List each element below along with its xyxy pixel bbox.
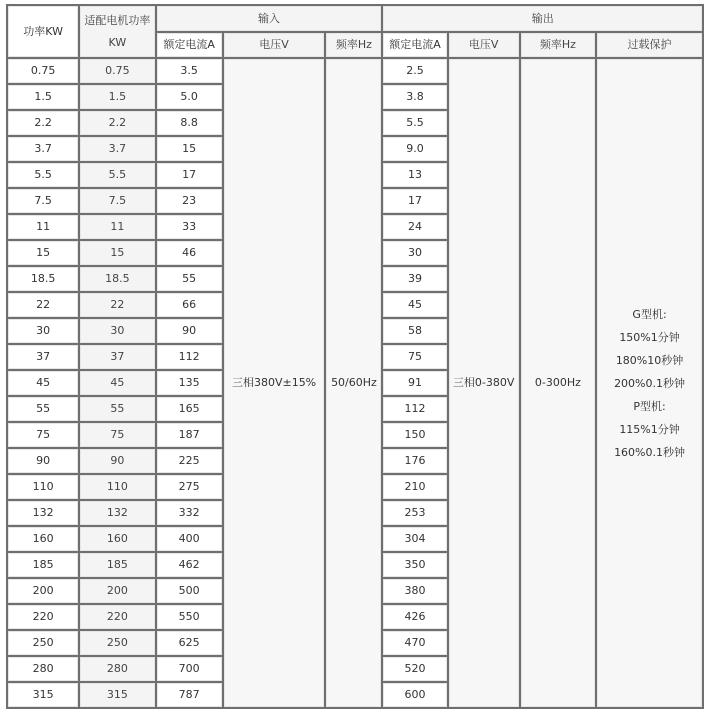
output-current-cell: 9.0 [383,137,446,161]
motor-power-cell: 7.5 [80,189,154,213]
output-frequency-cell: 0-300Hz [521,59,595,707]
overload-protection-cell [597,59,702,707]
power-cell: 45 [8,371,78,395]
output-current-cell: 58 [383,319,446,343]
header-motor-power [80,6,154,57]
output-current-cell: 112 [383,397,446,421]
input-current-cell: 66 [157,293,222,317]
motor-power-cell: 55 [80,397,154,421]
motor-power-cell: 37 [80,345,154,369]
motor-power-cell: 22 [80,293,154,317]
output-current-cell: 210 [383,475,446,499]
input-current-cell: 55 [157,267,222,291]
input-current-cell: 3.5 [157,59,222,83]
overload-line: 115%1分钟 [619,422,680,436]
power-cell: 160 [8,527,78,551]
power-cell: 18.5 [8,267,78,291]
power-cell: 75 [8,423,78,447]
power-cell: 1.5 [8,85,78,109]
motor-power-cell: 200 [80,579,154,603]
input-current-cell: 550 [157,605,222,629]
power-cell: 110 [8,475,78,499]
input-current-cell: 135 [157,371,222,395]
motor-power-cell: 45 [80,371,154,395]
motor-power-cell: 2.2 [80,111,154,135]
power-cell: 5.5 [8,163,78,187]
motor-power-cell: 110 [80,475,154,499]
header-motor-power-line1: 适配电机功率 [84,13,151,27]
power-cell: 15 [8,241,78,265]
output-current-cell: 350 [383,553,446,577]
power-cell: 37 [8,345,78,369]
motor-power-cell: 160 [80,527,154,551]
output-current-cell: 600 [383,683,446,707]
power-cell: 55 [8,397,78,421]
header-output-frequency: 频率Hz [521,33,595,57]
motor-power-cell: 185 [80,553,154,577]
input-voltage-cell: 三相380V±15% [224,59,325,707]
output-current-cell: 304 [383,527,446,551]
input-current-cell: 33 [157,215,222,239]
input-current-cell: 23 [157,189,222,213]
spec-table [6,4,704,709]
input-current-cell: 15 [157,137,222,161]
motor-power-cell: 11 [80,215,154,239]
input-current-cell: 462 [157,553,222,577]
header-output-voltage: 电压V [449,33,519,57]
power-cell: 7.5 [8,189,78,213]
input-current-cell: 625 [157,631,222,655]
output-current-cell: 426 [383,605,446,629]
input-current-cell: 332 [157,501,222,525]
output-current-cell: 150 [383,423,446,447]
power-cell: 250 [8,631,78,655]
input-current-cell: 165 [157,397,222,421]
header-output: 输出 [383,6,702,31]
motor-power-cell: 30 [80,319,154,343]
output-current-cell: 30 [383,241,446,265]
power-cell: 280 [8,657,78,681]
overload-line: 160%0.1秒钟 [614,445,686,459]
motor-power-cell: 75 [80,423,154,447]
input-current-cell: 17 [157,163,222,187]
input-current-cell: 225 [157,449,222,473]
header-power: 功率KW [8,6,78,57]
overload-line: P型机: [633,399,666,413]
header-output-current: 额定电流A [383,33,446,57]
output-current-cell: 380 [383,579,446,603]
motor-power-cell: 5.5 [80,163,154,187]
header-input-current: 额定电流A [157,33,222,57]
input-current-cell: 5.0 [157,85,222,109]
output-current-cell: 17 [383,189,446,213]
power-cell: 200 [8,579,78,603]
power-cell: 22 [8,293,78,317]
motor-power-cell: 280 [80,657,154,681]
motor-power-cell: 315 [80,683,154,707]
output-current-cell: 45 [383,293,446,317]
output-current-cell: 24 [383,215,446,239]
output-current-cell: 470 [383,631,446,655]
input-frequency-cell: 50/60Hz [326,59,381,707]
motor-power-cell: 250 [80,631,154,655]
input-current-cell: 187 [157,423,222,447]
output-current-cell: 91 [383,371,446,395]
motor-power-cell: 90 [80,449,154,473]
input-current-cell: 700 [157,657,222,681]
power-cell: 220 [8,605,78,629]
output-current-cell: 39 [383,267,446,291]
power-cell: 132 [8,501,78,525]
power-cell: 315 [8,683,78,707]
overload-line: 180%10秒钟 [615,353,684,367]
motor-power-cell: 1.5 [80,85,154,109]
power-cell: 3.7 [8,137,78,161]
output-current-cell: 520 [383,657,446,681]
overload-line: 200%0.1秒钟 [614,376,686,390]
motor-power-cell: 3.7 [80,137,154,161]
power-cell: 90 [8,449,78,473]
header-input: 输入 [157,6,382,31]
power-cell: 0.75 [8,59,78,83]
input-current-cell: 112 [157,345,222,369]
header-overload: 过载保护 [597,33,702,57]
overload-line: G型机: [632,307,667,321]
output-current-cell: 5.5 [383,111,446,135]
input-current-cell: 90 [157,319,222,343]
power-cell: 11 [8,215,78,239]
power-cell: 2.2 [8,111,78,135]
input-current-cell: 787 [157,683,222,707]
output-current-cell: 176 [383,449,446,473]
input-current-cell: 46 [157,241,222,265]
output-voltage-cell: 三相0-380V [449,59,519,707]
motor-power-cell: 0.75 [80,59,154,83]
header-input-voltage: 电压V [224,33,325,57]
power-cell: 30 [8,319,78,343]
overload-line: 150%1分钟 [619,330,680,344]
output-current-cell: 13 [383,163,446,187]
output-current-cell: 2.5 [383,59,446,83]
table-row [8,59,702,83]
motor-power-cell: 18.5 [80,267,154,291]
output-current-cell: 75 [383,345,446,369]
power-cell: 185 [8,553,78,577]
output-current-cell: 3.8 [383,85,446,109]
input-current-cell: 275 [157,475,222,499]
input-current-cell: 400 [157,527,222,551]
motor-power-cell: 15 [80,241,154,265]
output-current-cell: 253 [383,501,446,525]
input-current-cell: 500 [157,579,222,603]
motor-power-cell: 220 [80,605,154,629]
header-motor-power-line2: KW [108,35,127,49]
header-input-frequency: 频率Hz [326,33,381,57]
motor-power-cell: 132 [80,501,154,525]
input-current-cell: 8.8 [157,111,222,135]
